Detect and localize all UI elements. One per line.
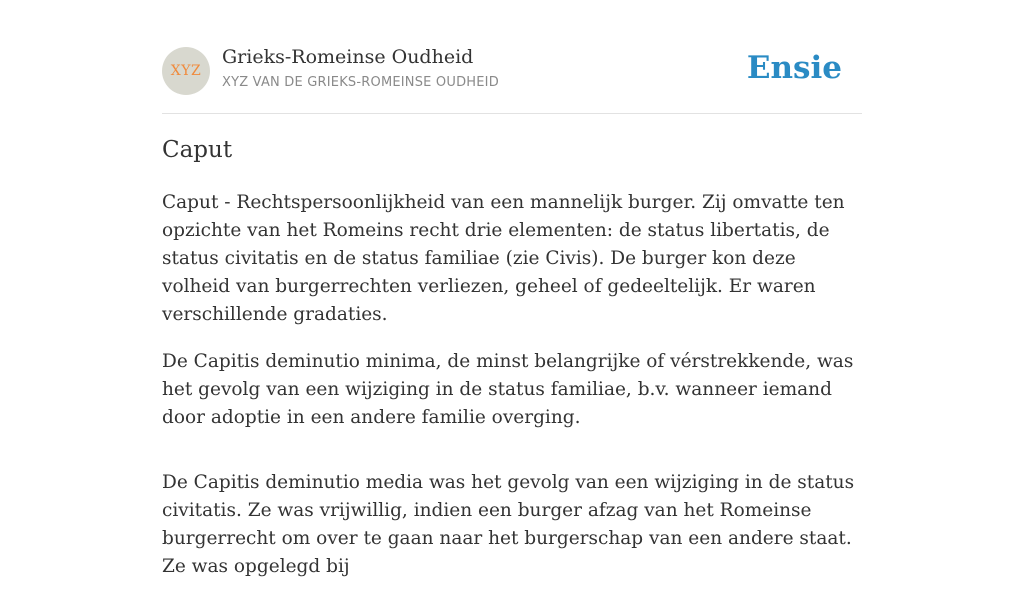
- article-paragraph: De Capitis deminutio media was het gevolg van een wijziging in de status civitatis. Ze was vrijwillig, indien een burger afzag van het Romeinse burgerrecht om over te gaan naar het burgerschap van een andere staat. Ze was opgelegd bij: [162, 472, 855, 577]
- publication-title[interactable]: Grieks-Romeinse Oudheid: [222, 46, 474, 68]
- header-divider: [162, 113, 862, 114]
- article-paragraph: Caput - Rechtspersoonlijkheid van een mannelijk burger. Zij omvatte ten opzichte van het Romeins recht drie elementen: de status libertatis, de status civitatis en de status familiae (zie Civis). De burger kon deze volheid van burgerrechten verliezen, geheel of gedeeltelijk. Er waren verschillende gradaties.: [162, 192, 845, 325]
- article-paragraph: De Capitis deminutio minima, de minst belangrijke of vérstrekkende, was het gevolg van een wijziging in de status familiae, b.v. wanneer iemand door adoptie in een andere familie overging.: [162, 351, 854, 428]
- publication-subtitle: XYZ VAN DE GRIEKS-ROMEINSE OUDHEID: [222, 75, 499, 90]
- article-body: [162, 189, 862, 600]
- publication-avatar[interactable]: XYZ: [162, 47, 210, 95]
- article-title: Caput: [162, 137, 233, 163]
- brand-logo-link[interactable]: Ensie: [746, 50, 842, 86]
- publication-header: [162, 46, 862, 96]
